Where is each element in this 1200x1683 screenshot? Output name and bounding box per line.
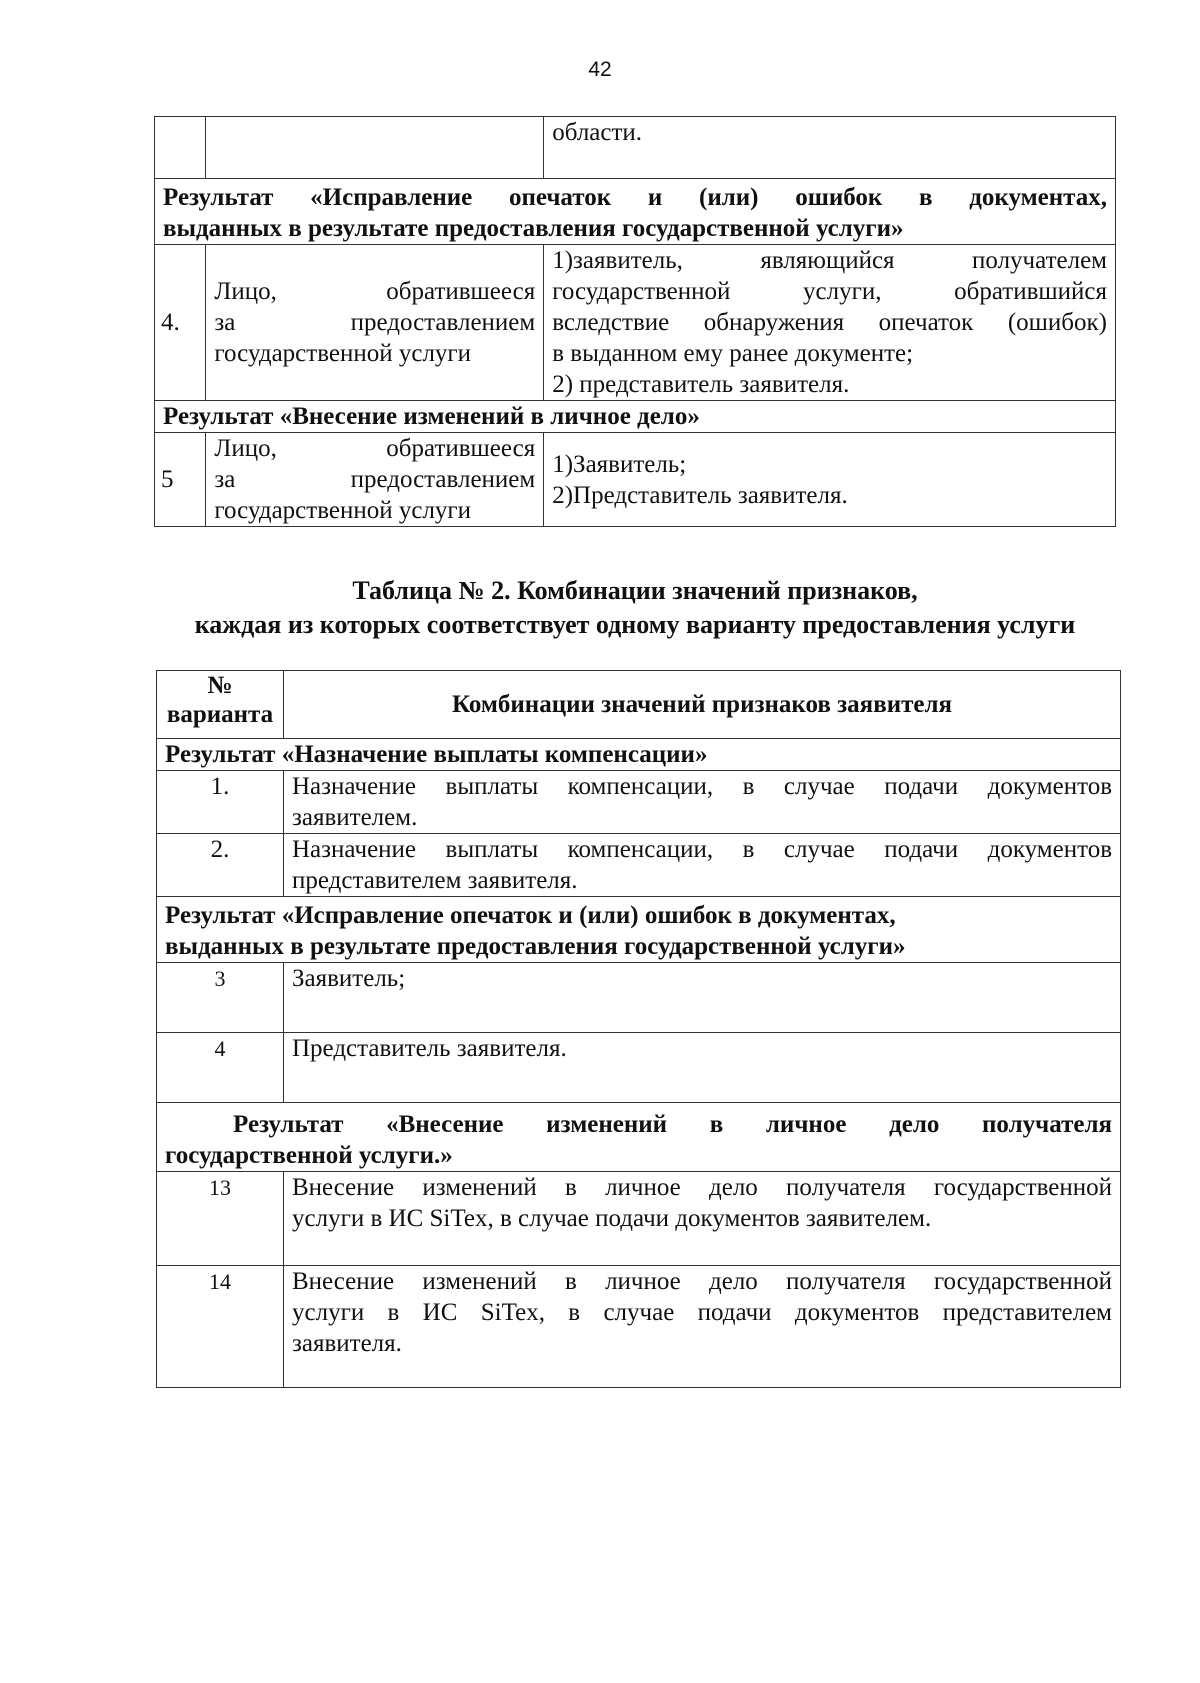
header-combinations: Комбинации значений признаков заявителя — [284, 671, 1121, 739]
row-number: 4. — [155, 245, 206, 401]
table-row — [157, 771, 1121, 834]
variant-number: 1. — [157, 771, 284, 834]
row-number: 5 — [155, 433, 206, 527]
table-cell-text: области. — [544, 117, 1116, 179]
table-cell-empty — [155, 117, 206, 179]
variant-description: Назначение выплаты компенсации, в случае подачи документов заявителем. — [284, 771, 1121, 834]
variant-description: Внесение изменений в личное дело получателя государственной услуги в ИС SiTex, в случае подачи документов представителем заявителя. — [284, 1266, 1121, 1388]
variant-number: 3 — [157, 963, 284, 1033]
table-row — [155, 117, 1116, 179]
header-variant-number: № варианта — [157, 671, 284, 739]
table-row — [157, 834, 1121, 897]
caption-line: Таблица № 2. Комбинации значений признаков, — [352, 576, 918, 605]
table-row — [155, 433, 1116, 527]
section-title: Результат «Внесение изменений в личное дело» — [155, 401, 1116, 433]
section-title-row — [155, 401, 1116, 433]
section-title: Результат «Назначение выплаты компенсации» — [157, 739, 1121, 771]
section-title-row — [157, 897, 1121, 963]
section-title-row — [157, 1103, 1121, 1172]
table-1-continuation — [154, 116, 1116, 527]
table-row — [157, 1033, 1121, 1103]
section-title-row — [155, 179, 1116, 245]
table-2-caption — [140, 574, 1130, 642]
applicant-conditions: 1)заявитель, являющийся получателем государственной услуги, обратившийся вследствие обнаружения опечаток (ошибок) в выданном ему ранее документе; 2) представитель заявителя. — [544, 245, 1116, 401]
variant-number: 2. — [157, 834, 284, 897]
page-number: 42 — [588, 58, 612, 81]
applicant-conditions: 1)Заявитель; 2)Представитель заявителя. — [544, 433, 1116, 527]
table-row — [155, 245, 1116, 401]
caption-line: каждая из которых соответствует одному варианту предоставления услуги — [194, 610, 1076, 639]
variant-number: 14 — [157, 1266, 284, 1388]
section-title: Результат «Исправление опечаток и (или) ошибок в документах, выданных в результате предоставления государственной услуги» — [155, 179, 1116, 245]
section-title: Результат «Исправление опечаток и (или) ошибок в документах, выданных в результате предоставления государственной услуги» — [157, 897, 1121, 963]
table-header-row — [157, 671, 1121, 739]
variant-description: Внесение изменений в личное дело получателя государственной услуги в ИС SiTex, в случае подачи документов заявителем. — [284, 1172, 1121, 1266]
applicant-category: Лицо, обратившееся за предоставлением государственной услуги — [206, 245, 544, 401]
variant-number: 13 — [157, 1172, 284, 1266]
table-row — [157, 963, 1121, 1033]
table-2-combinations — [156, 670, 1121, 1388]
table-cell-empty — [206, 117, 544, 179]
variant-number: 4 — [157, 1033, 284, 1103]
applicant-category: Лицо, обратившееся за предоставлением государственной услуги — [206, 433, 544, 527]
variant-description: Представитель заявителя. — [284, 1033, 1121, 1103]
table-row — [157, 1172, 1121, 1266]
variant-description: Назначение выплаты компенсации, в случае подачи документов представителем заявителя. — [284, 834, 1121, 897]
variant-description: Заявитель; — [284, 963, 1121, 1033]
section-title: Результат «Внесение изменений в личное дело получателя государственной услуги.» — [157, 1103, 1121, 1172]
table-row — [157, 1266, 1121, 1388]
section-title-row — [157, 739, 1121, 771]
